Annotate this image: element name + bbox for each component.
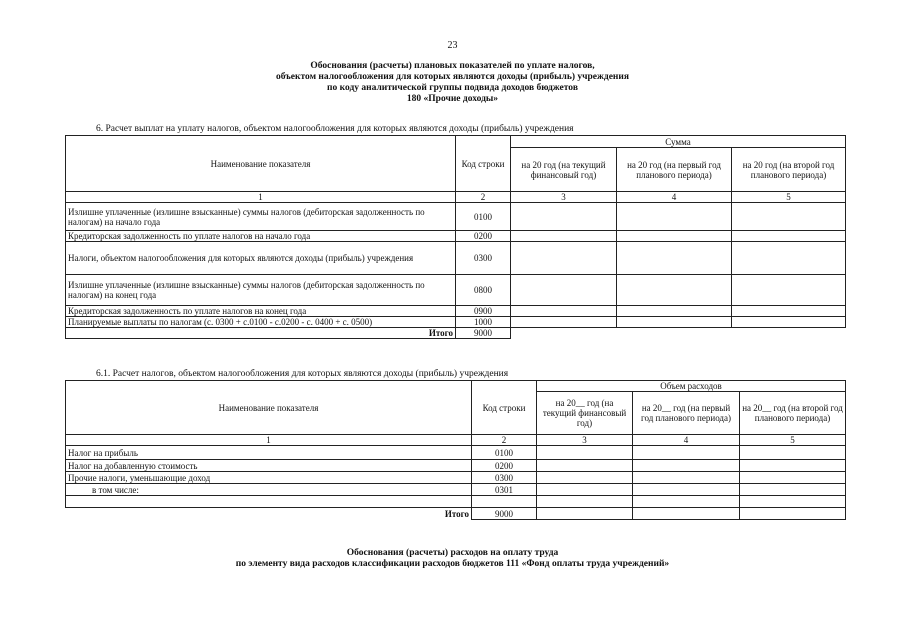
value-cell[interactable]	[511, 306, 617, 317]
total-code: 9000	[456, 328, 511, 339]
value-cell[interactable]	[740, 460, 846, 472]
total-label: Итого	[66, 508, 472, 520]
value-cell[interactable]	[617, 203, 732, 231]
row-name: Прочие налоги, уменьшающие доход	[66, 472, 472, 484]
column-number: 1	[66, 435, 472, 446]
value-cell[interactable]	[732, 275, 846, 306]
value-cell[interactable]	[732, 306, 846, 317]
column-number: 5	[732, 192, 846, 203]
row-code: 0300	[456, 242, 511, 275]
header-group-expenses: Объем расходов	[537, 381, 846, 392]
value-cell[interactable]	[511, 203, 617, 231]
value-cell[interactable]	[511, 242, 617, 275]
table-row	[66, 306, 846, 317]
document-heading	[150, 61, 755, 105]
table-row	[66, 242, 846, 275]
table-row	[66, 317, 846, 328]
row-name: Планируемые выплаты по налогам (с. 0300 + с.0100 - с.0200 - с. 0400 + с. 0500)	[66, 317, 456, 328]
column-number: 3	[537, 435, 633, 446]
value-cell[interactable]	[633, 460, 740, 472]
row-name	[66, 496, 472, 508]
header-code: Код строки	[472, 381, 537, 435]
value-cell[interactable]	[537, 496, 633, 508]
value-cell[interactable]	[732, 203, 846, 231]
value-cell[interactable]	[511, 231, 617, 242]
row-code	[472, 496, 537, 508]
header-col-3: на 20__ год (на текущий финансовый год)	[537, 392, 633, 435]
row-code: 0100	[472, 446, 537, 460]
value-cell[interactable]	[537, 472, 633, 484]
value-cell[interactable]	[537, 460, 633, 472]
value-cell[interactable]	[633, 484, 740, 496]
value-cell[interactable]	[617, 231, 732, 242]
header-col-4: на 20__ год (на первый год планового периода)	[633, 392, 740, 435]
value-cell[interactable]	[740, 484, 846, 496]
header-name: Наименование показателя	[66, 136, 456, 192]
table-row	[66, 460, 846, 472]
table-row	[66, 275, 846, 306]
tax-calculation-table	[65, 380, 846, 520]
header-col-5: на 20 год (на второй год планового периода)	[732, 148, 846, 192]
table-row	[66, 203, 846, 231]
row-code: 0200	[456, 231, 511, 242]
table-row	[66, 231, 846, 242]
value-cell[interactable]	[740, 496, 846, 508]
tax-payments-table	[65, 135, 846, 339]
value-cell[interactable]	[617, 275, 732, 306]
column-number: 2	[472, 435, 537, 446]
value-cell[interactable]	[740, 508, 846, 520]
row-code: 1000	[456, 317, 511, 328]
column-number: 5	[740, 435, 846, 446]
row-code: 0800	[456, 275, 511, 306]
value-cell[interactable]	[511, 317, 617, 328]
section-6-title: 6. Расчет выплат на уплату налогов, объектом налогообложения для которых являются доходы (прибыль) учреждения	[96, 124, 574, 134]
value-cell[interactable]	[633, 446, 740, 460]
total-label: Итого	[66, 328, 456, 339]
row-name: Налог на прибыль	[66, 446, 472, 460]
page-number: 23	[447, 40, 458, 51]
value-cell[interactable]	[732, 231, 846, 242]
heading-line: Обоснования (расчеты) плановых показателей по уплате налогов,	[310, 61, 595, 71]
value-cell[interactable]	[537, 508, 633, 520]
table-row	[66, 446, 846, 460]
value-cell[interactable]	[633, 472, 740, 484]
value-cell[interactable]	[511, 275, 617, 306]
heading-line: 180 «Прочие доходы»	[406, 94, 499, 104]
value-cell[interactable]	[633, 508, 740, 520]
row-code: 0100	[456, 203, 511, 231]
row-name: Кредиторская задолженность по уплате налогов на начало года	[66, 231, 456, 242]
heading-line: по коду аналитической группы подвида доходов бюджетов	[327, 83, 578, 93]
row-name: в том числе:	[66, 484, 472, 496]
total-code: 9000	[472, 508, 537, 520]
value-cell[interactable]	[617, 317, 732, 328]
value-cell[interactable]	[617, 306, 732, 317]
value-cell[interactable]	[537, 484, 633, 496]
row-name: Налоги, объектом налогообложения для которых являются доходы (прибыль) учреждения	[66, 242, 456, 275]
heading-line: по элементу вида расходов классификации расходов бюджетов 111 «Фонд оплаты труда учреждений»	[235, 559, 670, 569]
table-row	[66, 484, 846, 496]
header-col-4: на 20 год (на первый год планового периода)	[617, 148, 732, 192]
header-group-sum: Сумма	[511, 136, 846, 148]
value-cell[interactable]	[633, 496, 740, 508]
table-row	[66, 496, 846, 508]
section-6-1-title: 6.1. Расчет налогов, объектом налогообложения для которых являются доходы (прибыль) учреждения	[96, 369, 509, 379]
next-section-heading	[150, 548, 755, 570]
header-name: Наименование показателя	[66, 381, 472, 435]
header-code: Код строки	[456, 136, 511, 192]
row-code: 0300	[472, 472, 537, 484]
heading-line: объектом налогообложения для которых являются доходы (прибыль) учреждения	[275, 72, 630, 82]
row-code: 0900	[456, 306, 511, 317]
table-row	[66, 472, 846, 484]
column-number: 3	[511, 192, 617, 203]
column-number: 2	[456, 192, 511, 203]
value-cell[interactable]	[740, 472, 846, 484]
column-number: 4	[633, 435, 740, 446]
row-name: Налог на добавленную стоимость	[66, 460, 472, 472]
column-number: 1	[66, 192, 456, 203]
total-row	[66, 508, 846, 520]
total-row	[66, 328, 846, 339]
value-cell[interactable]	[617, 242, 732, 275]
column-number: 4	[617, 192, 732, 203]
row-code: 0200	[472, 460, 537, 472]
value-cell[interactable]	[740, 446, 846, 460]
heading-line: Обоснования (расчеты) расходов на оплату труда	[346, 548, 559, 558]
row-name: Кредиторская задолженность по уплате налогов на конец года	[66, 306, 456, 317]
value-cell[interactable]	[537, 446, 633, 460]
value-cell[interactable]	[732, 317, 846, 328]
header-col-5: на 20__ год (на второй год планового периода)	[740, 392, 846, 435]
row-name: Излишне уплаченные (излишне взысканные) суммы налогов (дебиторская задолженность по налогам) на конец года	[66, 275, 456, 306]
header-col-3: на 20 год (на текущий финансовый год)	[511, 148, 617, 192]
row-name: Излишне уплаченные (излишне взысканные) суммы налогов (дебиторская задолженность по налогам) на начало года	[66, 203, 456, 231]
row-code: 0301	[472, 484, 537, 496]
value-cell[interactable]	[732, 242, 846, 275]
